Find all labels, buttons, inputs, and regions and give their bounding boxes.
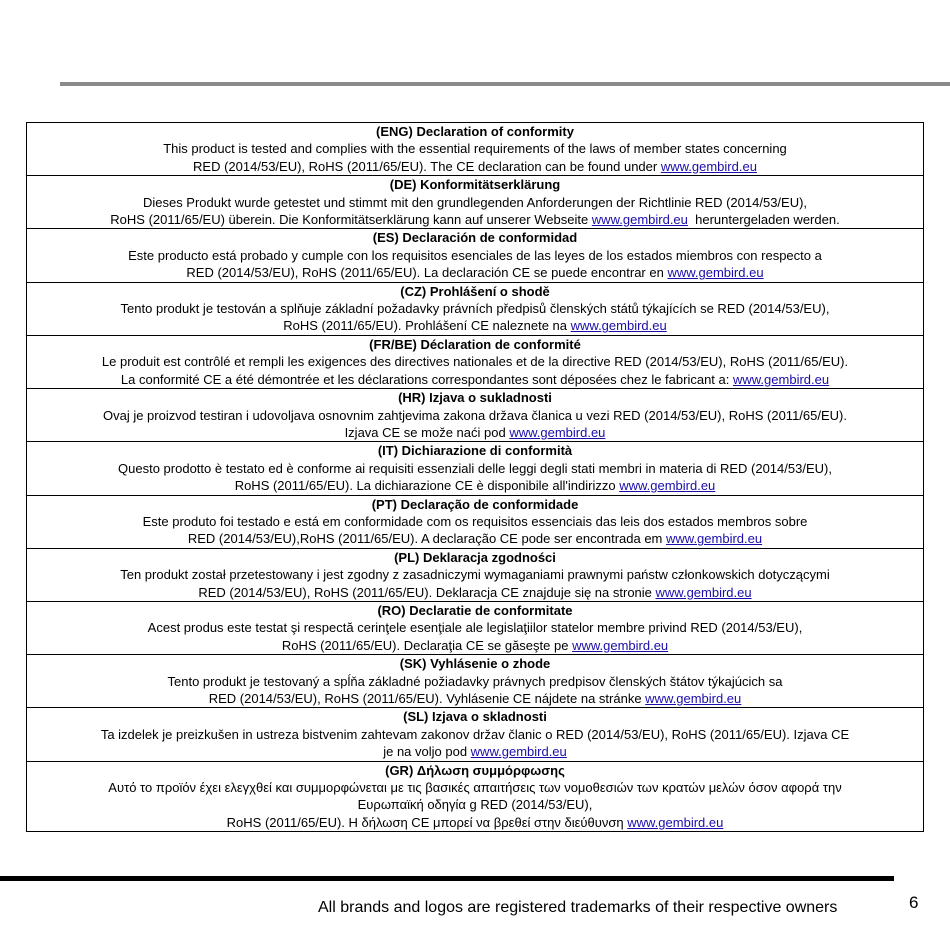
declaration-row: [27, 389, 923, 442]
declaration-text-line: [31, 140, 919, 157]
declaration-row: [27, 123, 923, 176]
declaration-heading: (GR) Δήλωση συμμόρφωσης: [385, 762, 565, 778]
declarations-table: [26, 122, 924, 832]
declaration-text: Ευρωπαϊκή οδηγία g RED (2014/53/EU),: [357, 797, 593, 813]
declaration-heading: (ENG) Declaration of conformity: [376, 124, 574, 139]
page-number: 6: [909, 893, 919, 912]
declaration-text: RED (2014/53/EU), RoHS (2011/65/EU). La declaración CE se puede encontrar en: [186, 265, 668, 281]
declaration-heading: (SL) Izjava o skladnosti: [403, 709, 547, 725]
declaration-row: [27, 176, 923, 229]
declaration-heading: (IT) Dichiarazione di conformità: [377, 443, 573, 459]
declaration-text-line: [31, 513, 919, 530]
declaration-text-line: [31, 637, 919, 654]
gembird-website-link[interactable]: www.gembird.eu: [470, 744, 567, 760]
declaration-heading: (HR) Izjava o sukladnosti: [398, 390, 552, 406]
declaration-text: La conformité CE a été démontrée et les déclarations correspondantes sont déposées chez le fabricant a:: [120, 371, 733, 387]
declaration-row: [27, 549, 923, 602]
declaration-text: Αυτό το προϊόν έχει ελεγχθεί και συμμορφώνεται με τις βασικές απαιτήσεις των νομοθεσιών των κρατών μελών όσον αφορά την: [108, 780, 842, 796]
declaration-text: RED (2014/53/EU),RoHS (2011/65/EU). A declaração CE pode ser encontrada em: [187, 531, 666, 547]
declaration-text: Ta izdelek je preizkušen in ustreza bistvenim zahtevam zakonov držav članic o RED (2014/53/EU), RoHS (2011/65/EU). Izjava CE: [100, 726, 850, 742]
declaration-text-line: [31, 300, 919, 317]
gembird-website-link[interactable]: www.gembird.eu: [572, 637, 669, 653]
declaration-row: [27, 708, 923, 761]
declaration-text-line: [31, 460, 919, 477]
gembird-website-link[interactable]: www.gembird.eu: [660, 158, 757, 174]
declaration-text-line: [31, 477, 919, 494]
declaration-row: [27, 442, 923, 495]
declaration-text: Le produit est contrôlé et rempli les exigences des directives nationales et de la directive RED (2014/53/EU), RoHS (2011/65/EU).: [101, 354, 849, 370]
gembird-website-link[interactable]: www.gembird.eu: [655, 584, 752, 600]
declaration-text: Este producto está probado y cumple con los requisitos esenciales de las leyes de los estados miembros con respecto a: [128, 247, 822, 263]
declaration-text-line: [31, 371, 919, 388]
gembird-website-link[interactable]: www.gembird.eu: [667, 265, 764, 281]
declaration-row: [27, 283, 923, 336]
declaration-text-line: [31, 726, 919, 743]
footer-trademark-text: All brands and logos are registered trademarks of their respective owners: [318, 899, 838, 916]
declaration-text-line: [31, 796, 919, 813]
declaration-text-line: [31, 673, 919, 690]
footer-divider: [0, 876, 894, 881]
declaration-text: RoHS (2011/65/EU) überein. Die Konformitätserklärung kann auf unserer Webseite: [110, 212, 592, 228]
declaration-text-line: [31, 194, 919, 211]
gembird-website-link[interactable]: www.gembird.eu: [666, 531, 763, 547]
declaration-row: [27, 655, 923, 708]
declaration-heading: (ES) Declaración de conformidad: [372, 230, 578, 246]
declaration-text: RoHS (2011/65/EU). Declaraţia CE se găseşte pe: [281, 637, 573, 653]
declaration-text-line: [31, 353, 919, 370]
gembird-website-link[interactable]: www.gembird.eu: [570, 318, 667, 334]
declaration-text-line: [31, 247, 919, 264]
declaration-heading: (PL) Deklaracja zgodności: [394, 549, 556, 565]
declaration-text-line: [31, 407, 919, 424]
declaration-text-line: [31, 264, 919, 281]
declaration-text: RoHS (2011/65/EU). Prohlášení CE naleznete na: [283, 318, 571, 334]
declaration-text-line: [31, 158, 919, 175]
declaration-text: Izjava CE se može naći pod: [344, 424, 510, 440]
declaration-text-line: [31, 743, 919, 760]
gembird-website-link[interactable]: www.gembird.eu: [509, 424, 606, 440]
declaration-text: RoHS (2011/65/EU). La dichiarazione CE è disponibile all'indirizzo: [234, 478, 620, 494]
declaration-text-suffix: heruntergeladen werden.: [687, 212, 840, 228]
declaration-text: RED (2014/53/EU), RoHS (2011/65/EU). Deklaracja CE znajduje się na stronie: [198, 584, 656, 600]
declaration-heading: (RO) Declaratie de conformitate: [377, 602, 573, 618]
declaration-heading: (SK) Vyhlásenie o zhode: [399, 656, 551, 672]
declaration-heading: (PT) Declaração de conformidade: [371, 496, 579, 512]
declaration-row: [27, 229, 923, 282]
declaration-heading: (DE) Konformitätserklärung: [389, 177, 561, 193]
declaration-text-line: [31, 317, 919, 334]
declaration-text: RED (2014/53/EU), RoHS (2011/65/EU). Vyhlásenie CE nájdete na stránke: [208, 691, 646, 706]
declaration-text-line: [31, 690, 919, 707]
declaration-text: Ovaj je proizvod testiran i udovoljava osnovnim zahtjevima zakona država članica u vezi RED (2014/53/EU), RoHS (2011/65/EU).: [102, 407, 847, 423]
gembird-website-link[interactable]: www.gembird.eu: [732, 371, 830, 387]
declaration-text-line: [31, 211, 919, 228]
gembird-website-link[interactable]: www.gembird.eu: [627, 814, 724, 830]
declaration-heading: (CZ) Prohlášení o shodě: [400, 283, 550, 299]
declaration-text: Este produto foi testado e está em conformidade com os requisitos essenciais das leis dos estados membros sobre: [142, 513, 808, 529]
declaration-text: Acest produs este testat şi respectă cerinţele esenţiale ale legislaţiilor statelor membre privind RED (2014/53/EU),: [147, 620, 803, 636]
gembird-website-link[interactable]: www.gembird.eu: [619, 478, 716, 494]
declaration-row: [27, 496, 923, 549]
declaration-text: Tento produkt je testován a splňuje základní požadavky právních předpisů členských států týkajících se RED (2014/53/EU),: [120, 301, 830, 317]
gembird-website-link[interactable]: www.gembird.eu: [645, 691, 742, 706]
declaration-text: Dieses Produkt wurde getestet und stimmt mit den grundlegenden Anforderungen der Richtlinie RED (2014/53/EU),: [142, 194, 808, 210]
declaration-text-line: [31, 619, 919, 636]
declaration-text: Ten produkt został przetestowany i jest zgodny z zasadniczymi wymaganiami prawnymi państw członkowskich dotyczącymi: [120, 567, 830, 583]
declaration-text: je na voljo pod: [383, 744, 471, 760]
declaration-text-line: [31, 566, 919, 583]
declaration-heading: (FR/BE) Déclaration de conformité: [369, 336, 581, 352]
declaration-text: RED (2014/53/EU), RoHS (2011/65/EU). The CE declaration can be found under: [193, 158, 661, 174]
declaration-text-line: [31, 584, 919, 601]
declaration-row: [27, 602, 923, 655]
declaration-text: This product is tested and complies with the essential requirements of the laws of member states concerning: [163, 141, 787, 157]
declaration-text-line: [31, 530, 919, 547]
declaration-text: RoHS (2011/65/EU). Η δήλωση CE μπορεί να βρεθεί στην διεύθυνση: [226, 814, 628, 830]
declaration-text-line: [31, 814, 919, 831]
declaration-text: Tento produkt je testovaný a spĺňa základné požiadavky právnych predpisov členských štátov týkajúcich sa: [167, 673, 783, 689]
declaration-text-line: [31, 424, 919, 441]
header-divider: [60, 82, 950, 86]
declaration-text: Questo prodotto è testato ed è conforme ai requisiti essenziali delle leggi degli stati membri in materia di RED (2014/53/EU),: [118, 460, 832, 476]
declaration-text-line: [31, 779, 919, 796]
gembird-website-link[interactable]: www.gembird.eu: [591, 212, 688, 228]
declaration-row: [27, 762, 923, 832]
declaration-row: [27, 336, 923, 389]
